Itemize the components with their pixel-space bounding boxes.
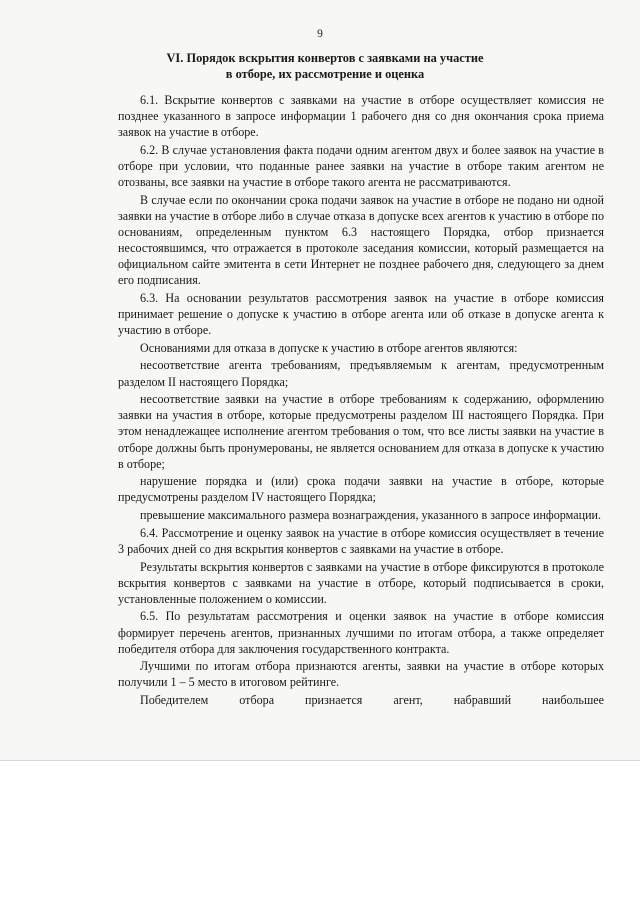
section-heading — [90, 50, 560, 82]
section-heading-line-2: в отборе, их рассмотрение и оценка — [225, 67, 425, 81]
list-item-application-mismatch: несоответствие заявки на участие в отборе требованиям к содержанию, оформлению заявки на участия в отборе, которые предусмотрены разделом III настоящего Порядка. При этом ненадлежащее исполнение агентом требования о том, что все листы заявки на участие в отборе должны быть пронумерованы, не является основанием для отказа в допуске к участию в отборе; — [118, 392, 604, 471]
list-item-fee-excess: превышение максимального размера вознаграждения, указанного в запросе информации. — [140, 508, 602, 523]
list-item-deadline-violation: нарушение порядка и (или) срока подачи заявки на участие в отборе, которые предусмотрены разделом IV настоящего Порядка; — [118, 474, 604, 505]
body-text — [118, 92, 604, 710]
section-heading-line-1: VI. Порядок вскрытия конвертов с заявками на участие — [166, 51, 484, 65]
paragraph-6-4: 6.4. Рассмотрение и оценку заявок на участие в отборе комиссия осуществляет в течение 3 рабочих дней со дня вскрытия конвертов с заявками на участие в отборе. — [118, 525, 604, 556]
page-number: 9 — [317, 28, 323, 40]
paragraph-winner: Победителем отбора признается агент, набравший наибольшее — [140, 693, 604, 708]
paragraph-6-2: 6.2. В случае установления факта подачи одним агентом двух и более заявок на участие в отборе при условии, что поданные ранее заявки на участие в отборе таким агентом не отозваны, все заявки на участие в отборе такого агента не рассматриваются. — [118, 142, 604, 190]
paragraph-6-1: 6.1. Вскрытие конвертов с заявками на участие в отборе осуществляет комиссия не позднее указанного в запросе информации 1 рабочего дня со дня окончания срока приема заявок на участие в отборе. — [118, 93, 604, 140]
list-item-agent-mismatch: несоответствие агента требованиям, предъявляемым к агентам, предусмотренным разделом II настоящего Порядка; — [118, 358, 604, 389]
paragraph-refusal-grounds: Основаниями для отказа в допуске к участию в отборе агентов являются: — [140, 340, 518, 355]
paragraph-opening-results: Результаты вскрытия конвертов с заявками на участие в отборе фиксируются в протоколе вскрытия конвертов с заявками на участие в отборе, который подписывается в сроки, установленные положением о комиссии. — [118, 559, 604, 606]
paragraph-no-applications: В случае если по окончании срока подачи заявок на участие в отборе не подано ни одной заявки на участие в отборе либо в случае отказа в допуске всех агентов к участию в отборе по основаниям, определенным пунктом 6.3 настоящего Порядка, отбор признается несостоявшимся, что отражается в протоколе заседания комиссии, который размещается на официальном сайте эмитента в сети Интернет не позднее рабочего дня, следующего за днем его подписания. — [118, 192, 604, 288]
paragraph-best-agents: Лучшими по итогам отбора признаются агенты, заявки на участие в отборе которых получили 1 – 5 место в итоговом рейтинге. — [118, 659, 604, 690]
paragraph-6-5: 6.5. По результатам рассмотрения и оценки заявок на участие в отборе комиссия формирует перечень агентов, признанных лучшими по итогам отбора, а также определяет победителя отбора для заключения государственного контракта. — [118, 609, 604, 656]
paragraph-6-3: 6.3. На основании результатов рассмотрения заявок на участие в отборе комиссия принимает решение о допуске к участию в отборе агента или об отказе в допуске агента к участию в отборе. — [118, 290, 604, 338]
